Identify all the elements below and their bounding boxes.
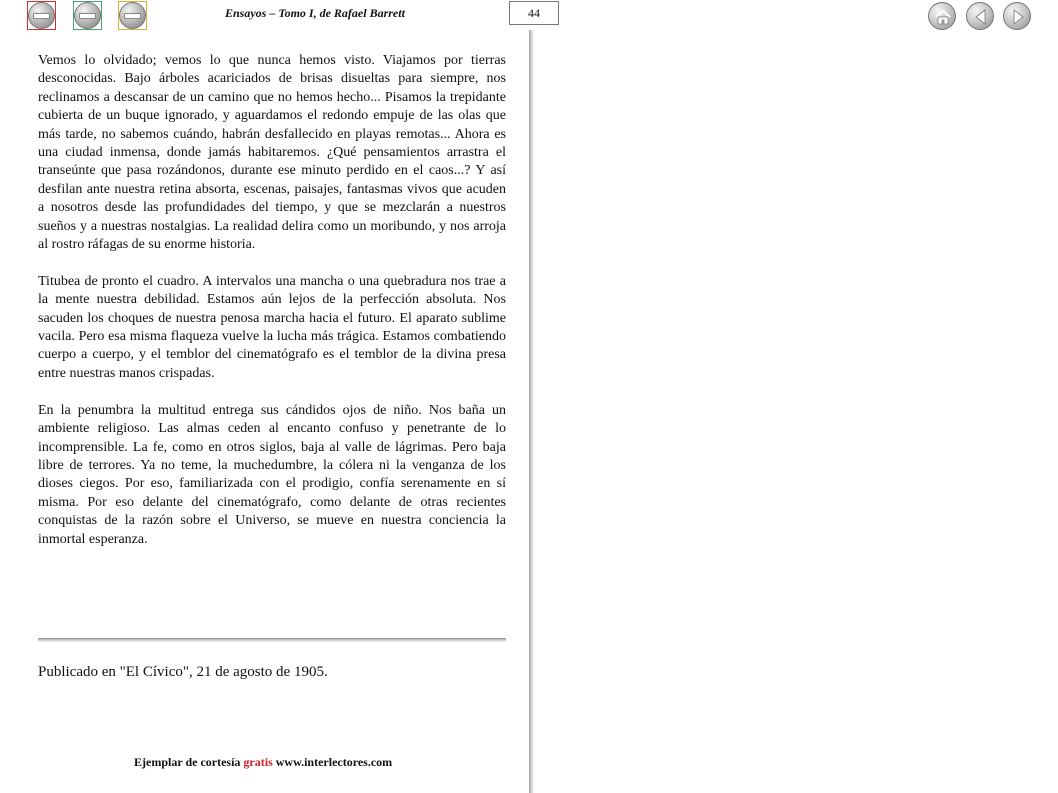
publication-note: Publicado en "El Cívico", 21 de agosto de 1905.	[38, 664, 328, 680]
arrow-left-icon	[967, 3, 995, 31]
minus-button-green[interactable]	[73, 1, 102, 30]
minus-icon	[74, 2, 101, 29]
footer	[134, 755, 392, 770]
previous-page-button[interactable]	[966, 2, 994, 30]
arrow-right-icon	[1004, 3, 1032, 31]
minus-button-yellow[interactable]	[118, 1, 147, 30]
home-icon	[929, 3, 957, 31]
footer-gratis: gratis	[243, 755, 273, 769]
book-title: Ensayos – Tomo I, de Rafael Barrett	[225, 6, 405, 20]
next-page-button[interactable]	[1003, 2, 1031, 30]
paragraph: Titubea de pronto el cuadro. A intervalos una mancha o una quebradura nos trae a la mente nuestra debilidad. Estamos aún lejos de la perfección absoluta. Nos sacuden los choques de nuestra penosa marcha hacia el futuro. El aparato sublime vacila. Pero esa misma flaqueza vuelve la lucha más trágica. Estamos combatiendo cuerpo a cuerpo, y el temblor del cinematógrafo es el temblor de la divina presa entre nuestras manos crispadas.	[38, 273, 506, 381]
page-number: 44	[509, 1, 559, 25]
home-button[interactable]	[928, 2, 956, 30]
minus-icon	[119, 2, 146, 29]
minus-icon	[28, 2, 55, 29]
footer-prefix: Ejemplar de cortesía	[134, 755, 241, 769]
essay-body	[38, 52, 506, 567]
minus-button-red[interactable]	[27, 1, 56, 30]
footer-url[interactable]: www.interlectores.com	[275, 755, 393, 769]
paragraph: En la penumbra la multitud entrega sus cándidos ojos de niño. Nos baña un ambiente religioso. Las almas ceden al encanto confuso y penetrante de lo incomprensible. La fe, como en otros siglos, baja al valle de lágrimas. Pero baja libre de terrores. Ya no teme, la muchedumbre, la cólera ni la venganza de los dioses ciegos. Por eso, familiarizada con el prodigio, confía serenamente en sí misma. Por eso delante del cinematógrafo, como delante de otras recientes conquistas de la razón sobre el Universo, se mueve en nuestra conciencia la inmortal esperanza.	[38, 402, 506, 547]
page-divider	[529, 30, 534, 793]
horizontal-rule	[38, 638, 506, 642]
paragraph: Vemos lo olvidado; vemos lo que nunca hemos visto. Viajamos por tierras desconocidas. Bajo árboles acariciados de brisas disueltas para siempre, nos reclinamos a descansar de un camino que no hemos hecho... Pisamos la trepidante cubierta de un buque ignorado, y aguardamos el redondo empuje de las olas que más tarde, no sabemos cuándo, habrán desfallecido en playas remotas... Ahora es una ciudad inmensa, donde jamás habitaremos. ¿Qué pensamientos arrastra el transeúnte que pasa rozándonos, durante ese minuto perdido en el caos...? Y así desfilan ante nuestra retina absorta, escenas, paisajes, fantasmas vivos que acuden a nosotros desde las profundidades del tiempo, y que se mezclarán a nuestros sueños y a nuestras nostalgias. La realidad delira como un moribundo, y nos arroja al rostro ráfagas de su enorme historia.	[38, 53, 506, 253]
